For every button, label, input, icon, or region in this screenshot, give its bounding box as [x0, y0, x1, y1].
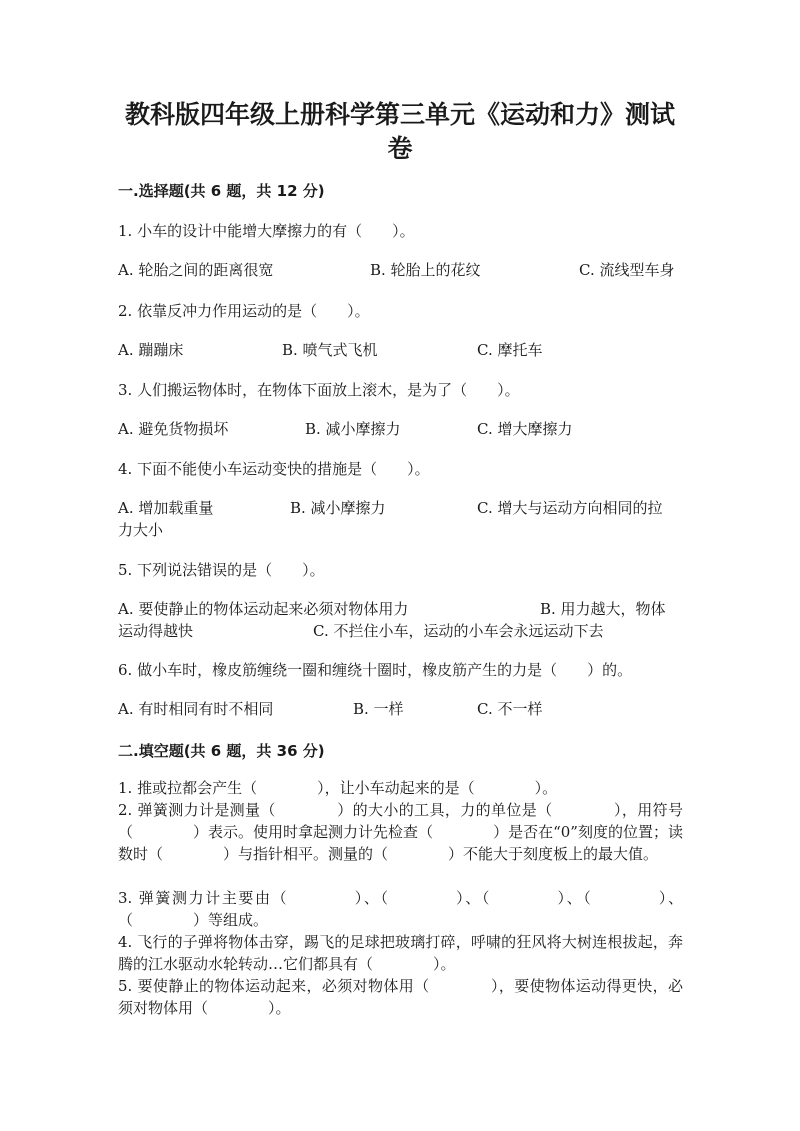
fill-in-item-1: 1. 推或拉都会产生（ ），让小车动起来的是（ ）。 [118, 779, 558, 797]
question-6-stem: 6. 做小车时，橡皮筋缠绕一圈和缠绕十圈时，橡皮筋产生的力是（ ）的。 [118, 661, 633, 679]
question-5-option-b[interactable]: B. 用力越大，物体 [540, 600, 666, 618]
question-5-stem: 5. 下列说法错误的是（ ）。 [118, 561, 325, 579]
question-1-option-b[interactable]: B. 轮胎上的花纹 [370, 261, 481, 279]
question-3-option-a[interactable]: A. 避免货物损坏 [118, 420, 229, 438]
question-1-option-a[interactable]: A. 轮胎之间的距离很宽 [118, 261, 274, 279]
question-5-option-a[interactable]: A. 要使静止的物体运动起来必须对物体用力 [118, 600, 409, 618]
question-6-option-a[interactable]: A. 有时相同有时不相同 [118, 700, 274, 718]
question-1-option-c[interactable]: C. 流线型车身 [579, 261, 675, 279]
question-4-option-b[interactable]: B. 减小摩擦力 [290, 499, 386, 517]
question-4-stem: 4. 下面不能使小车运动变快的措施是（ ）。 [118, 460, 430, 478]
question-1-stem: 1. 小车的设计中能增大摩擦力的有（ ）。 [118, 222, 415, 240]
question-3-stem: 3. 人们搬运物体时，在物体下面放上滚木，是为了（ ）。 [118, 381, 520, 399]
question-4-option-c-continued: 力大小 [118, 521, 164, 539]
question-4-option-a[interactable]: A. 增加载重量 [118, 499, 214, 517]
question-5-option-c[interactable]: C. 不拦住小车，运动的小车会永远运动下去 [313, 622, 604, 640]
question-2-option-c[interactable]: C. 摩托车 [477, 341, 543, 359]
page-title-line1: 教科版四年级上册科学第三单元《运动和力》测试 [124, 100, 675, 129]
section-heading-choice: 一.选择题(共 6 题，共 12 分) [118, 182, 325, 200]
fill-in-item-2: 2. 弹簧测力计是测量（ ）的大小的工具，力的单位是（ ），用符号（ ）表示。使用时拿起测力计先检查（ ）是否在“0”刻度的位置；读数时（ ）与指针相平。测量的（ ）不能大于刻度板上的最大值。 [118, 801, 683, 863]
question-2-option-b[interactable]: B. 喷气式飞机 [282, 341, 378, 359]
fill-in-item-4: 4. 飞行的子弹将物体击穿，踢飞的足球把玻璃打碎，呼啸的狂风将大树连根拔起，奔腾的江水驱动水轮转动…它们都具有（ ）。 [118, 933, 683, 973]
question-4-option-c[interactable]: C. 增大与运动方向相同的拉 [477, 499, 663, 517]
question-3-option-b[interactable]: B. 减小摩擦力 [305, 420, 401, 438]
question-2-stem: 2. 依靠反冲力作用运动的是（ ）。 [118, 302, 370, 320]
question-5-option-b-continued: 运动得越快 [118, 622, 194, 640]
page-title-line2: 卷 [387, 134, 413, 163]
question-3-option-c[interactable]: C. 增大摩擦力 [477, 420, 573, 438]
fill-in-item-5: 5. 要使静止的物体运动起来，必须对物体用（ ），要使物体运动得更快，必须对物体用（ ）。 [118, 977, 683, 1017]
question-6-option-c[interactable]: C. 不一样 [477, 700, 543, 718]
section-heading-fill-in: 二.填空题(共 6 题，共 36 分) [118, 742, 325, 760]
question-6-option-b[interactable]: B. 一样 [353, 700, 404, 718]
question-2-option-a[interactable]: A. 蹦蹦床 [118, 341, 184, 359]
fill-in-item-3: 3. 弹簧测力计主要由（ ）、（ ）、（ ）、（ ）、（ ）等组成。 [118, 889, 683, 929]
